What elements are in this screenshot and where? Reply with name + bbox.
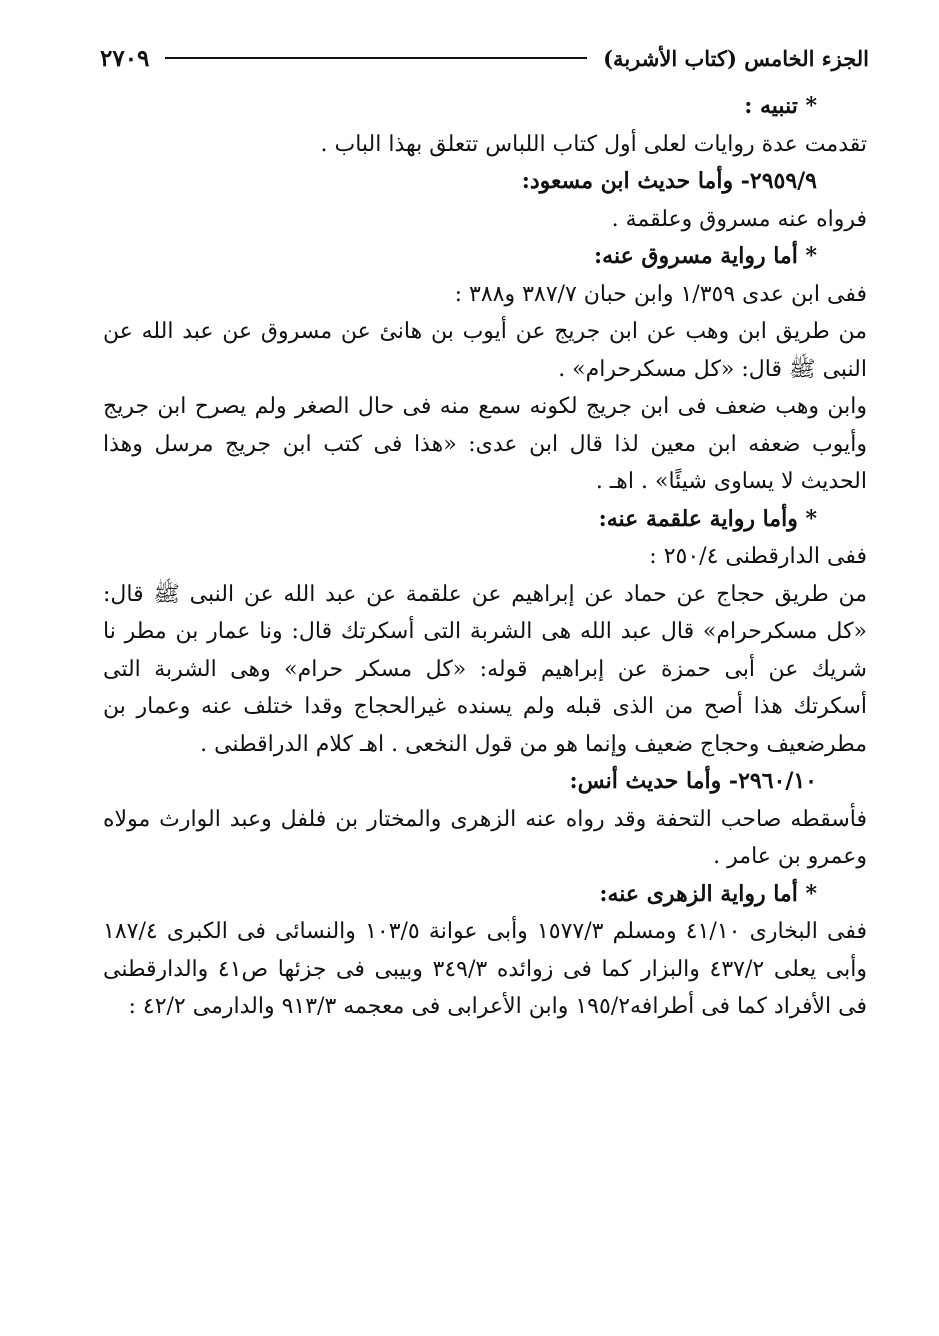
note-heading: * تنبيه : (744, 93, 817, 119)
hadith-heading: ٢٩٦٠/١٠- وأما حديث أنس: (569, 768, 817, 794)
chapter-title: الجزء الخامس (كتاب الأشربة) (603, 45, 869, 71)
section-heading: * أما رواية الزهرى عنه: (599, 880, 817, 907)
paragraph: فأسقطه صاحب التحفة وقد رواه عنه الزهرى والمختار بن فلفل وعبد الوارث مولاه وعمرو بن عامر . (103, 806, 867, 869)
page-number: ٢٧٠٩ (100, 44, 150, 72)
paragraph: تقدمت عدة روايات لعلى أول كتاب اللباس تتعلق بهذا الباب . (320, 131, 867, 157)
section-heading: * أما رواية مسروق عنه: (594, 243, 817, 269)
paragraph: ففى ابن عدى ١/٣٥٩ وابن حبان ٣٨٧/٧ و٣٨٨ : (454, 281, 867, 307)
hadith-heading: ٢٩٥٩/٩- وأما حديث ابن مسعود: (521, 168, 817, 194)
paragraph: من طريق ابن وهب عن ابن جريج عن أيوب بن هانئ عن مسروق عن عبد الله عن النبى ﷺ قال: «كل مسكرحرام» . (103, 319, 867, 382)
header-rule (165, 57, 587, 59)
paragraph: من طريق حجاج عن حماد عن إبراهيم عن علقمة عن عبد الله عن النبى ﷺ قال: «كل مسكرحرام» قال عبد الله هى الشربة التى أسكرتك قال: ونا عمار بن مطر نا شريك عن أبى حمزة عن إبراهيم قوله: «كل مسكر حرام» وهى الشربة التى أسكرتك هذا أصح من الذى قبله ولم يسنده غيرالحجاج وقدا ختلف عنه وعمار بن مطرضعيف وحجاج ضعيف وإنما هو من قول النخعى . اهـ كلام الدراقطنى . (103, 581, 867, 757)
section-heading: * وأما رواية علقمة عنه: (598, 505, 817, 532)
paragraph: فرواه عنه مسروق وعلقمة . (611, 206, 867, 232)
paragraph: ففى البخارى ٤١/١٠ ومسلم ١٥٧٧/٣ وأبى عوانة ١٠٣/٥ والنسائى فى الكبرى ١٨٧/٤ وأبى يعلى ٤٣٧/٢ والبزار كما فى زوائده ٣٤٩/٣ وبيبى فى جزئها ص٤١ والدارقطنى فى الأفراد كما فى أطرافه١٩٥/٢ وابن الأعرابى فى معجمه ٩١٣/٣ والدارمى ٤٢/٢ : (103, 919, 868, 1019)
paragraph: وابن وهب ضعف فى ابن جريج لكونه سمع منه فى حال الصغر ولم يصرح ابن جريج وأيوب ضعفه ابن معين لذا قال ابن عدى: «هذا فى كتب ابن جريج مرسل وهذا الحديث لا يساوى شيئًا» . اهـ . (103, 394, 867, 494)
page-body (103, 88, 867, 1026)
running-header (100, 38, 869, 78)
paragraph: ففى الدارقطنى ٢٥٠/٤ : (649, 544, 867, 569)
